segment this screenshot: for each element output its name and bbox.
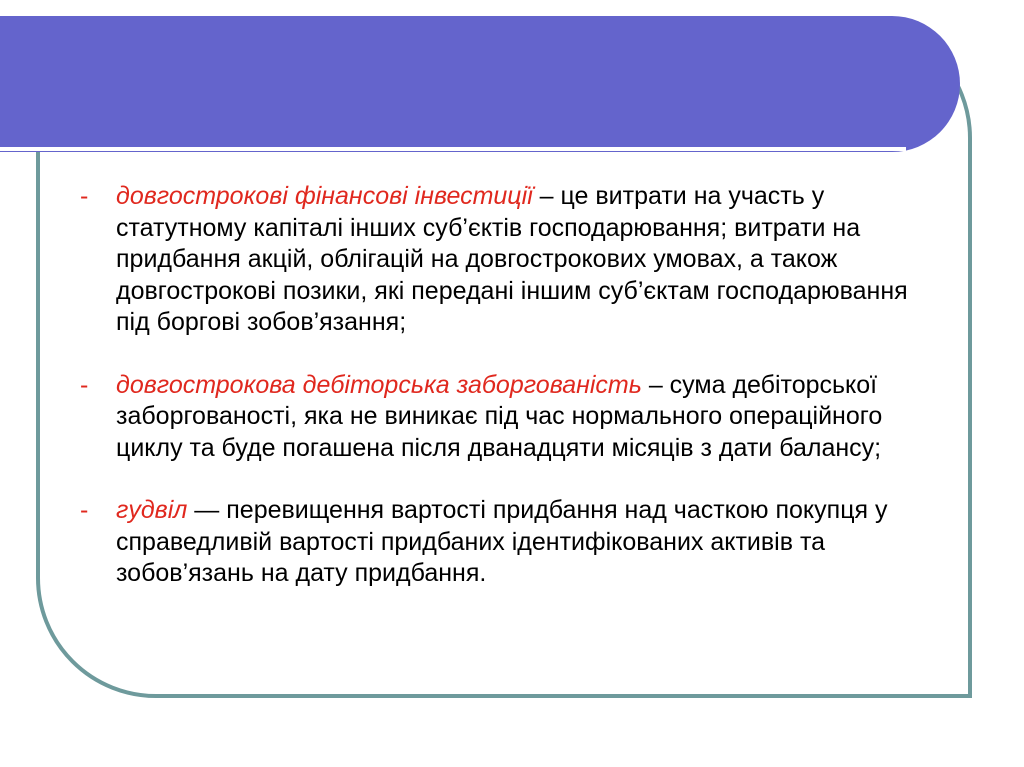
definition-term: довгострокова дебіторська заборгованість: [116, 370, 642, 399]
definition-text: – сума дебіторської заборгованості, яка не виникає під час нормального операційного циклу та буде погашена після дванадцяти місяців з дати балансу;: [116, 370, 883, 462]
title-bar-divider: [0, 147, 906, 151]
definition-term: гудвіл: [116, 496, 188, 524]
definition-text: — перевищення вартості придбання над часткою покупця у справедливій вартості придбаних ідентифікованих активів та зобов’язань на дату придбання.: [116, 496, 888, 587]
title-bar: [0, 16, 960, 152]
definition-term: довгострокові фінансові інвестиції: [116, 182, 533, 210]
list-marker: -: [80, 370, 89, 399]
definition-text: – це витрати на участь у статутному капіталі інших суб’єктів господарювання; витрати на придбання акцій, облігацій на довгострокових умовах, а також довгострокові позики, які передані іншим суб’єктам господарювання під боргові зобов’язання;: [116, 182, 908, 336]
definition-item-long-term-receivables: [80, 370, 940, 465]
definitions-list: [80, 181, 940, 621]
list-marker: -: [80, 182, 89, 210]
definition-item-long-term-investments: [80, 181, 940, 339]
definition-item-goodwill: [80, 495, 940, 590]
list-marker: -: [80, 496, 89, 524]
